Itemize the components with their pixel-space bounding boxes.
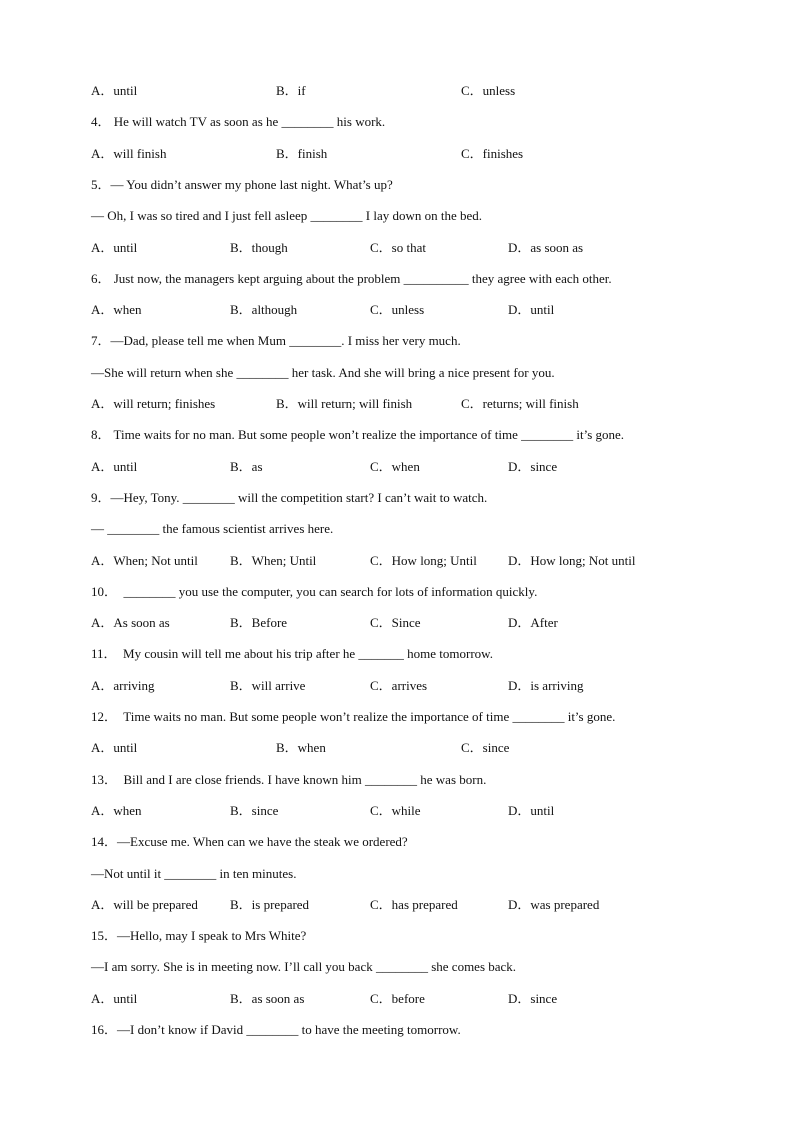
answer-option: D．After	[508, 615, 558, 630]
answer-option: A．will finish	[91, 146, 167, 161]
answer-option: C．before	[370, 991, 425, 1006]
question-line: 16．—I don’t know if David ________ to have the meeting tomorrow.	[91, 1022, 461, 1037]
answer-option: D．since	[508, 991, 558, 1006]
answer-option: B．will return; will finish	[276, 396, 413, 411]
answer-option: C．has prepared	[370, 897, 458, 912]
answer-option: C．arrives	[370, 678, 428, 693]
question-line: 5．— You didn’t answer my phone last night. What’s up?	[91, 177, 393, 192]
question-line: 13． Bill and I are close friends. I have known him ________ he was born.	[91, 772, 487, 787]
answer-option: D．is arriving	[508, 678, 584, 693]
question-line: 7．—Dad, please tell me when Mum ________. I miss her very much.	[91, 333, 461, 348]
answer-option: A．until	[91, 740, 138, 755]
answer-option: B．as	[230, 459, 263, 474]
answer-option: B．as soon as	[230, 991, 305, 1006]
answer-option: D．How long; Not until	[508, 553, 636, 568]
answer-option: D．since	[508, 459, 558, 474]
answer-option: C．while	[370, 803, 421, 818]
question-line: 8． Time waits for no man. But some people won’t realize the importance of time ________ it’s gone.	[91, 427, 625, 442]
answer-option: C．unless	[461, 83, 516, 98]
answer-option: B．When; Until	[230, 553, 317, 568]
answer-option: A．until	[91, 240, 138, 255]
question-line: —She will return when she ________ her task. And she will bring a nice present for you.	[91, 365, 555, 380]
answer-option: B．finish	[276, 146, 328, 161]
answer-option: B．although	[230, 302, 298, 317]
answer-option: D．was prepared	[508, 897, 600, 912]
answer-option: C．since	[461, 740, 510, 755]
answer-option: D．until	[508, 302, 555, 317]
answer-option: B．will arrive	[230, 678, 306, 693]
answer-option: D．as soon as	[508, 240, 584, 255]
answer-option: B．when	[276, 740, 326, 755]
answer-option: C．so that	[370, 240, 426, 255]
answer-option: C．when	[370, 459, 420, 474]
question-line: — Oh, I was so tired and I just fell asleep ________ I lay down on the bed.	[91, 208, 483, 223]
question-line: —Not until it ________ in ten minutes.	[91, 866, 297, 881]
question-line: 4． He will watch TV as soon as he ________ his work.	[91, 114, 386, 129]
answer-option: B．though	[230, 240, 288, 255]
answer-option: D．until	[508, 803, 555, 818]
answer-option: C．How long; Until	[370, 553, 477, 568]
answer-option: A．when	[91, 302, 142, 317]
question-line: 9．—Hey, Tony. ________ will the competition start? I can’t wait to watch.	[91, 490, 488, 505]
answer-option: C．unless	[370, 302, 425, 317]
question-line: —I am sorry. She is in meeting now. I’ll call you back ________ she comes back.	[91, 959, 517, 974]
answer-option: A．until	[91, 991, 138, 1006]
answer-option: A．until	[91, 83, 138, 98]
answer-option: A．arriving	[91, 678, 155, 693]
answer-option: B．if	[276, 83, 306, 98]
question-line: 15．—Hello, may I speak to Mrs White?	[91, 928, 307, 943]
answer-option: B．Before	[230, 615, 288, 630]
answer-option: B．since	[230, 803, 279, 818]
question-line: — ________ the famous scientist arrives here.	[91, 521, 334, 536]
answer-option: A．When; Not until	[91, 553, 198, 568]
answer-option: C．returns; will finish	[461, 396, 579, 411]
answer-option: B．is prepared	[230, 897, 310, 912]
answer-option: C．finishes	[461, 146, 524, 161]
answer-option: A．when	[91, 803, 142, 818]
question-line: 14．—Excuse me. When can we have the steak we ordered?	[91, 834, 408, 849]
question-line: 6． Just now, the managers kept arguing about the problem __________ they agree with each other.	[91, 271, 612, 286]
question-line: 11． My cousin will tell me about his trip after he _______ home tomorrow.	[91, 646, 493, 661]
question-line: 10． ________ you use the computer, you can search for lots of information quickly.	[91, 584, 538, 599]
answer-option: A．As soon as	[91, 615, 170, 630]
question-line: 12． Time waits no man. But some people won’t realize the importance of time ________ it’s gone.	[91, 709, 616, 724]
answer-option: C．Since	[370, 615, 421, 630]
answer-option: A．until	[91, 459, 138, 474]
answer-option: A．will be prepared	[91, 897, 198, 912]
answer-option: A．will return; finishes	[91, 396, 216, 411]
